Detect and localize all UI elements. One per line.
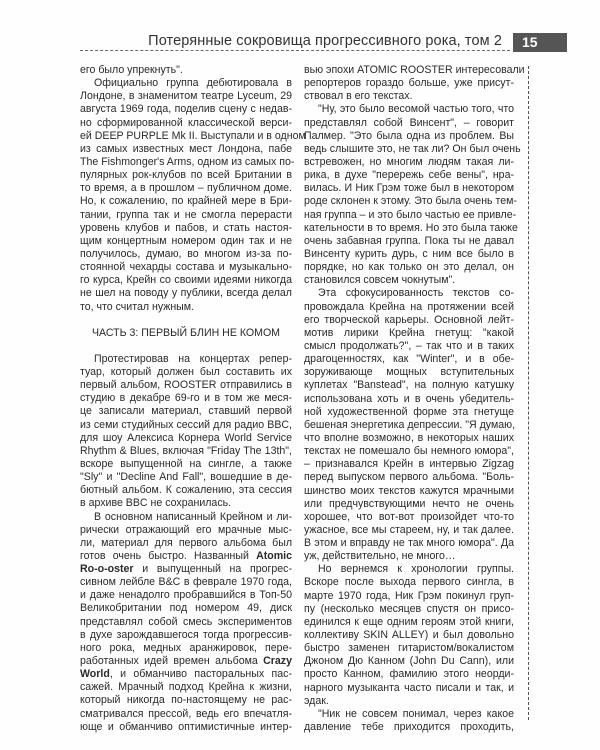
text-line: но сформированной классической верси- xyxy=(80,116,292,129)
text-line: давление тебе приходится проходить, xyxy=(304,721,514,734)
text-line: це записали материал, ставший первой xyxy=(80,405,292,418)
text-line: Джоном Дю Канном (John Du Cann), или xyxy=(304,655,514,668)
text-line: бешеная энергетика депрессии. "Я думаю, xyxy=(304,418,516,431)
text-line: В этом и вправду не так много юмора". Да xyxy=(304,537,514,550)
text-line xyxy=(80,668,292,681)
text-line: марте 1970 года, Ник Грэм покинул груп- xyxy=(304,589,514,602)
text-line: "Ник не совсем понимал, через какое xyxy=(318,707,514,720)
text-line: сматривался прессой, ведь его впечатля- xyxy=(80,707,292,720)
text-line: Официально группа дебютировала в xyxy=(94,77,292,90)
paragraph-lineup-change xyxy=(304,563,514,708)
text-line: первый альбом, ROOSTER отправились в xyxy=(80,379,292,392)
text-line: который никогда по-настоящему не рас- xyxy=(80,694,292,707)
text-line: туар, который должен был составить их xyxy=(80,365,292,378)
text-line: ного рока, медных аранжировок, пере- xyxy=(80,641,292,654)
text-line: хорошее, что вот-вот произойдет что-то xyxy=(304,510,514,523)
text-line: Винсенту курить дурь, с ним все было в xyxy=(304,247,514,260)
text-line: рически отражающий его мрачные мыс- xyxy=(80,523,292,536)
right-column xyxy=(304,64,525,734)
text-line: то, что считал нужным. xyxy=(80,300,195,313)
text-line: бютный альбом. К сожалению, эта сессия xyxy=(80,484,292,497)
text-line: встревожен, но многим людям такая ли- xyxy=(304,155,514,168)
text-line: перед выпуском первого альбома. "Боль- xyxy=(304,471,514,484)
text-line: смысл продолжать?", – так что и в таких xyxy=(304,339,514,352)
text-line: уровень клубов и пабов, и стать настоя- xyxy=(80,221,292,234)
text-line: го курса, Крейн со своими идеями никогда xyxy=(80,274,292,287)
text-line: тании, группа так и не смогла перерасти xyxy=(80,208,292,221)
text-line: вью эпохи ATOMIC ROOSTER интересовали xyxy=(304,64,525,76)
album-title-bold: World xyxy=(80,668,110,681)
text-line: роде склонен к этому. Это была очень тем- xyxy=(304,195,517,208)
text-line: кательности в то время. Но это была также xyxy=(304,221,518,234)
text-line: эдак. xyxy=(304,694,329,707)
text-line: становился совсем чокнутым". xyxy=(304,274,456,287)
text-line xyxy=(80,550,292,563)
text-run: готов очень быстро. Названный xyxy=(80,549,257,562)
text-line xyxy=(80,655,292,668)
text-line: Но вернемся к хронологии группы. xyxy=(318,563,514,576)
text-line: вилась. И Ник Грэм тоже был в некотором xyxy=(304,182,514,195)
text-line: уж, действительно, не много… xyxy=(304,550,456,563)
text-line: провождала Крейна на протяжении всей xyxy=(304,300,514,313)
text-line: мотив лирики Крейна гнетущ: "какой xyxy=(304,326,514,339)
text-line: студию в декабре 69-го и в том же меся- xyxy=(80,392,292,405)
text-line: The Fishmonger's Arms, одном из самых по- xyxy=(80,155,295,168)
album-title-bold: Atomic xyxy=(256,549,292,562)
text-run: работанных идей времен альбома xyxy=(80,655,264,668)
running-header xyxy=(80,30,510,51)
section-heading: ЧАСТЬ 3: ПЕРВЫЙ БЛИН НЕ КОМОМ xyxy=(91,326,281,339)
paragraph-palmer-quote xyxy=(304,103,521,287)
album-title-bold: Crazy xyxy=(263,655,292,668)
book-title: Потерянные сокровища прогрессивного рока, том 2 xyxy=(148,33,502,49)
text-line: быстро заменен гитаристом/вокалистом xyxy=(304,642,514,655)
left-column xyxy=(80,64,306,734)
text-line: представлял собой смесь экспериментов xyxy=(80,615,292,628)
text-line: ей DEEP PURPLE Mk II. Выступали и в одном xyxy=(80,129,306,142)
paragraph-recording xyxy=(80,353,292,511)
text-line: для шоу Алексиса Корнера World Service xyxy=(80,431,292,444)
paragraph-nick-quote xyxy=(304,708,514,734)
text-line: ли, материал для первого альбома был xyxy=(80,536,292,549)
text-line: юще и обманчиво оптимистичные интер- xyxy=(80,720,292,733)
text-line: ведь слышите это, не так ли? Он был очень xyxy=(304,142,521,155)
text-line: то время, а в прошлом – публичном доме. xyxy=(80,182,292,195)
margin-dotted-rule xyxy=(528,66,529,720)
text-line: ной художественной форме эта гнетуще xyxy=(304,405,514,418)
text-line: не шел на поводу у публики, всегда делал xyxy=(80,287,292,300)
paragraph-debut xyxy=(80,77,306,314)
text-line: пулярных рок-клубов по всей Британии в xyxy=(80,169,292,182)
text-line: Протестировав на концертах репер- xyxy=(94,352,292,365)
text-line: Эта сфокусированность текстов со- xyxy=(318,287,514,300)
text-line: очень забавная группа. Пока ты не давал xyxy=(304,234,514,247)
text-run: и выпущенный на прогрес- xyxy=(133,563,292,576)
text-line: и даже ненадолго пробравшийся в Топ-50 xyxy=(80,589,292,602)
text-line: Rhythm & Blues, включая "Friday The 13th", xyxy=(80,444,292,457)
text-line: единился к еще одним героям этой книги, xyxy=(304,615,514,628)
text-line: сажей. Мрачный подход Крейна к жизни, xyxy=(80,681,292,694)
paragraph-continued xyxy=(304,64,525,103)
text-line: просто Канном, фамилию этого неорди- xyxy=(304,668,514,681)
text-line: вскоре выпущенной на сингле, а также xyxy=(80,457,292,470)
text-line: пу (несколько месяцев спустя он присо- xyxy=(304,602,514,615)
text-line: его было упрекнуть". xyxy=(80,64,183,76)
text-line: "Ну, это было весомой частью того, что xyxy=(318,103,514,116)
paragraph-lyrics xyxy=(304,287,514,563)
page-number: 15 xyxy=(513,33,567,52)
text-line: в духе зарождавшегося тогда прогрессив- xyxy=(80,628,292,641)
text-line: порядке, но как только он это делал, он xyxy=(304,261,514,274)
text-line: представлял собой Винсент", – говорит xyxy=(304,116,514,129)
text-line: коллективу SKIN ALLEY) и был довольно xyxy=(304,629,514,642)
text-line: из самых известных мест Лондона, пабе xyxy=(80,142,292,155)
text-line: нарного музыканта часто писали и так, и xyxy=(304,681,514,694)
text-line: что вполне возможно, в некоторых наших xyxy=(304,431,514,444)
text-line: "Sly" и "Decline And Fall", вошедшие в де- xyxy=(80,471,292,484)
text-line: Вскоре после выхода первого сингла, в xyxy=(304,576,514,589)
text-line: зоруживающе мощных вступительных xyxy=(304,366,514,379)
text-line: Но, к сожалению, по крайней мере в Бри- xyxy=(80,195,292,208)
text-line: из семи студийных сессий для радио BBC, xyxy=(80,418,292,431)
album-title-bold: Ro-o-oster xyxy=(80,563,134,576)
text-line: – признавался Крейн в интервью Zigzag xyxy=(304,458,514,471)
text-line: куплетах "Banstead", на полную катушку xyxy=(304,379,514,392)
text-line: использована хоть и в очень убедитель- xyxy=(304,392,514,405)
text-line: драгоценностях, как "Winter", и в обе- xyxy=(304,353,514,366)
text-line: сивном лейбле B&C в феврале 1970 года, xyxy=(80,576,292,589)
text-line xyxy=(80,563,292,576)
text-line: или предчувствующими нечто не очень xyxy=(304,497,514,510)
text-line: текстах не помешало бы немного юмора", xyxy=(304,445,514,458)
text-line: его творческой карьеры. Основной лейт- xyxy=(304,313,514,326)
paragraph-continued xyxy=(80,64,292,77)
text-line: ужасное, все мы стареем, ну, и так далее. xyxy=(304,523,514,536)
text-line: стоянной чехарды состава и музыкально- xyxy=(80,261,292,274)
text-line: В основном написанный Крейном и ли- xyxy=(94,510,292,523)
paragraph-first-album xyxy=(80,511,292,734)
text-line: шинство моих текстов кажутся мрачными xyxy=(304,484,514,497)
text-line: рика, в духе "перережь себе вены", нра- xyxy=(304,169,514,182)
text-line: августа 1969 года, поделив сцену с недав- xyxy=(80,103,292,116)
text-line: ная группа – и это было частью ее привле- xyxy=(304,208,517,221)
text-line: в архиве BBC не сохранилась. xyxy=(80,497,232,510)
text-line: Палмер. "Это была одна из проблем. Вы xyxy=(304,129,514,142)
text-run: , и обманчиво пасторальных пас- xyxy=(109,668,292,681)
text-line: щим концертным номером один так и не xyxy=(80,234,292,247)
text-line: Великобритании под номером 49, диск xyxy=(80,602,292,615)
text-line: ствовал в его текстах. xyxy=(304,90,413,103)
text-line: репортеров гораздо больше, уже присут- xyxy=(304,77,514,90)
text-line: получилось, думаю, во многом из-за по- xyxy=(80,247,292,260)
text-line: Лондоне, в знаменитом театре Lyceum, 29 xyxy=(80,90,292,103)
